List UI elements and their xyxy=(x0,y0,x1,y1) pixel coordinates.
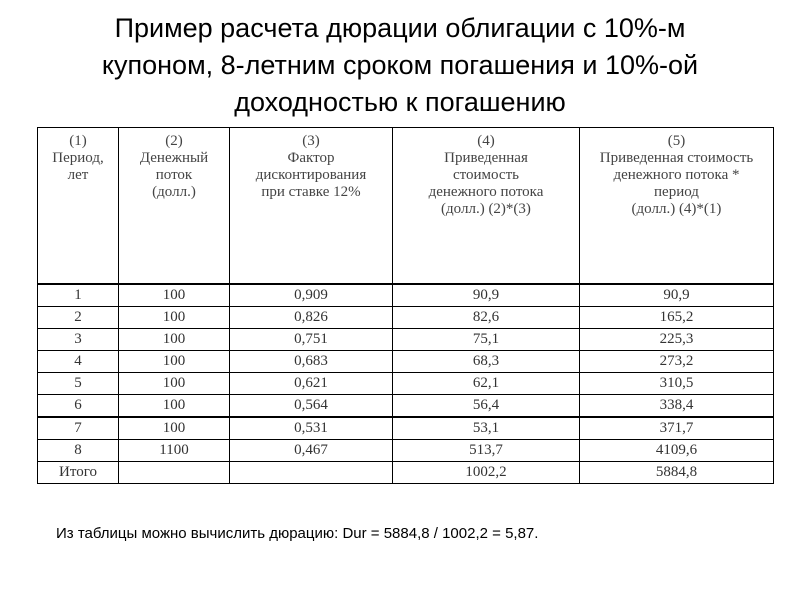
table-cell: 0,826 xyxy=(230,307,393,329)
table-row xyxy=(38,395,774,418)
table-header-row xyxy=(38,128,774,285)
header-present-value: (4) Приведенная стоимость денежного потока (долл.) (2)*(3) xyxy=(393,128,580,285)
table-cell: 100 xyxy=(119,307,230,329)
table-cell: 100 xyxy=(119,417,230,440)
table-cell xyxy=(230,462,393,484)
table-cell: 82,6 xyxy=(393,307,580,329)
table-cell: 56,4 xyxy=(393,395,580,418)
table-cell: 2 xyxy=(38,307,119,329)
table-cell: 1 xyxy=(38,284,119,307)
total-present-value: 1002,2 xyxy=(393,462,580,484)
table-cell: 100 xyxy=(119,395,230,418)
header-discount-factor: (3) Фактор дисконтирования при ставке 12% xyxy=(230,128,393,285)
header-cash-flow: (2) Денежный поток (долл.) xyxy=(119,128,230,285)
table-cell: 0,467 xyxy=(230,440,393,462)
table-cell: 100 xyxy=(119,373,230,395)
table-cell: 90,9 xyxy=(580,284,774,307)
table-cell: 4 xyxy=(38,351,119,373)
table-cell: 0,621 xyxy=(230,373,393,395)
table-cell: 338,4 xyxy=(580,395,774,418)
table-cell: 100 xyxy=(119,284,230,307)
duration-table-container xyxy=(37,127,773,484)
table-cell: 5 xyxy=(38,373,119,395)
total-weighted-value: 5884,8 xyxy=(580,462,774,484)
title-line-3: доходностью к погашению xyxy=(234,87,566,117)
title-line-1: Пример расчета дюрации облигации с 10%-м xyxy=(114,13,686,43)
table-cell: 225,3 xyxy=(580,329,774,351)
duration-table xyxy=(37,127,774,484)
table-total-row xyxy=(38,462,774,484)
table-row xyxy=(38,417,774,440)
total-label: Итого xyxy=(38,462,119,484)
title-line-2: купоном, 8-летним сроком погашения и 10%-ой xyxy=(101,50,699,80)
duration-calculation-note: Из таблицы можно вычислить дюрацию: Dur = 5884,8 / 1002,2 = 5,87. xyxy=(56,525,539,542)
table-cell: 273,2 xyxy=(580,351,774,373)
table-cell: 75,1 xyxy=(393,329,580,351)
table-cell: 90,9 xyxy=(393,284,580,307)
table-row xyxy=(38,440,774,462)
table-cell: 4109,6 xyxy=(580,440,774,462)
table-cell: 62,1 xyxy=(393,373,580,395)
slide-title xyxy=(30,10,770,121)
table-cell: 0,909 xyxy=(230,284,393,307)
table-cell: 7 xyxy=(38,417,119,440)
table-row xyxy=(38,329,774,351)
table-cell: 165,2 xyxy=(580,307,774,329)
table-cell: 8 xyxy=(38,440,119,462)
table-cell: 0,531 xyxy=(230,417,393,440)
table-row xyxy=(38,373,774,395)
table-cell: 100 xyxy=(119,351,230,373)
table-cell: 0,564 xyxy=(230,395,393,418)
header-period: (1) Период, лет xyxy=(38,128,119,285)
table-cell: 310,5 xyxy=(580,373,774,395)
table-cell: 0,751 xyxy=(230,329,393,351)
header-pv-times-period: (5) Приведенная стоимость денежного потока * период (долл.) (4)*(1) xyxy=(580,128,774,285)
table-cell: 513,7 xyxy=(393,440,580,462)
table-cell: 68,3 xyxy=(393,351,580,373)
table-cell: 100 xyxy=(119,329,230,351)
table-cell: 0,683 xyxy=(230,351,393,373)
table-row xyxy=(38,351,774,373)
table-cell: 1100 xyxy=(119,440,230,462)
table-cell: 371,7 xyxy=(580,417,774,440)
table-cell: 53,1 xyxy=(393,417,580,440)
table-row xyxy=(38,307,774,329)
table-cell xyxy=(119,462,230,484)
table-cell: 3 xyxy=(38,329,119,351)
table-cell: 6 xyxy=(38,395,119,418)
table-row xyxy=(38,284,774,307)
